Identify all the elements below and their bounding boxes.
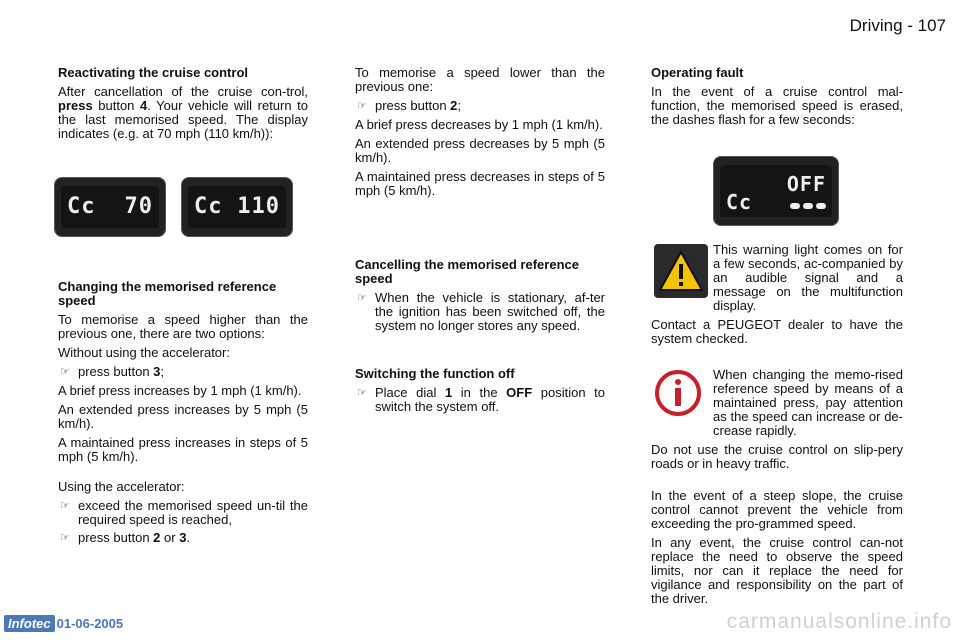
text-bold: 1 xyxy=(444,385,453,400)
display-images xyxy=(54,177,308,240)
list-item xyxy=(58,531,308,545)
paragraph: A brief press increases by 1 mph (1 km/h). xyxy=(58,383,302,398)
text-bold: 2 xyxy=(450,98,458,113)
paragraph: In any event, the cruise control can-not replace the need to observe the speed limits, nor can it replace the need for vigilance and responsibility on the part of the driver. xyxy=(651,535,903,606)
column-2 xyxy=(355,66,605,419)
display-text: Cc xyxy=(194,194,223,219)
paragraph: To memorise a speed lower than the previous one: xyxy=(355,65,605,94)
text-fragment: Place dial xyxy=(375,385,445,400)
pointing-hand-icon: ☞ xyxy=(357,292,367,304)
text-fragment: When the vehicle is stationary, af-ter the ignition has been switched off, the system no longer stores any speed. xyxy=(375,290,605,333)
display-cc-70 xyxy=(54,177,166,237)
heading-reactivating: Reactivating the cruise control xyxy=(58,65,248,80)
text-fragment: button xyxy=(92,98,140,113)
display-speed: 110 xyxy=(237,194,280,219)
text-fragment: When changing the memo-rised reference speed by means of a maintained press, pay attention as the speed can increase or de-crease rapidly. xyxy=(713,367,903,438)
warning-triangle-icon xyxy=(654,244,708,298)
heading-switching-off: Switching the function off xyxy=(355,366,515,381)
text-fragment: ; xyxy=(457,98,462,113)
list-item xyxy=(355,291,605,333)
display-off-text: OFF xyxy=(786,172,826,196)
bullet-list xyxy=(355,291,605,333)
text-bold: press xyxy=(58,98,93,113)
text-bold: 3 xyxy=(179,530,187,545)
display-text: Cc xyxy=(726,190,753,214)
paragraph: A brief press decreases by 1 mph (1 km/h). xyxy=(355,117,603,132)
paragraph: Do not use the cruise control on slip-pery roads or in heavy traffic. xyxy=(651,442,903,471)
info-icon xyxy=(654,369,702,417)
text-fragment: position to switch the system off. xyxy=(375,385,606,414)
text-fragment: ; xyxy=(160,364,165,379)
bullet-list xyxy=(355,386,605,414)
text-fragment: exceed the memorised speed un-til the required speed is reached, xyxy=(78,498,308,527)
text-fragment: . Your vehicle will return to the last memorised speed. The display indicates (e.g. at 70 mph (110 km/h)): xyxy=(58,98,308,141)
heading-operating-fault: Operating fault xyxy=(651,65,744,80)
pointing-hand-icon: ☞ xyxy=(60,532,70,544)
list-item xyxy=(58,365,308,379)
text-fragment: in the xyxy=(452,385,507,400)
paragraph: A maintained press increases in steps of 5 mph (5 km/h). xyxy=(58,435,308,464)
paragraph: A maintained press decreases in steps of 5 mph (5 km/h). xyxy=(355,169,605,198)
pointing-hand-icon: ☞ xyxy=(357,100,367,112)
text-bold: OFF xyxy=(506,385,533,400)
paragraph: An extended press increases by 5 mph (5 km/h). xyxy=(58,402,308,431)
footer xyxy=(4,615,123,632)
text-fragment: After cancellation of the cruise con-trol, xyxy=(58,84,308,99)
column-1 xyxy=(58,66,308,550)
list-item xyxy=(355,386,605,414)
page-title: Driving - 107 xyxy=(849,16,946,35)
text-fragment: . xyxy=(186,530,191,545)
bullet-list xyxy=(58,365,308,379)
text-bold: 3 xyxy=(153,364,161,379)
paragraph: Without using the accelerator: xyxy=(58,345,230,360)
pointing-hand-icon: ☞ xyxy=(60,500,70,512)
bullet-list xyxy=(355,99,605,113)
text-bold: 2 xyxy=(153,530,161,545)
heading-changing: Changing the memorised reference speed xyxy=(58,279,277,308)
paragraph: In the event of a cruise control mal-function, the memorised speed is erased, the dashes flash for a few seconds: xyxy=(651,84,903,127)
display-text: Cc xyxy=(67,194,96,219)
paragraph: Using the accelerator: xyxy=(58,479,185,494)
paragraph-reactivating xyxy=(58,85,308,141)
text-bold: 4 xyxy=(139,98,148,113)
watermark: carmanualsonline.info xyxy=(726,610,952,633)
paragraph: In the event of a steep slope, the cruise control cannot prevent the vehicle from exceeding the pro-grammed speed. xyxy=(651,488,903,531)
paragraph: To memorise a speed higher than the previous one, there are two options: xyxy=(58,312,308,341)
footer-date: 01-06-2005 xyxy=(56,616,124,631)
display-speed: 70 xyxy=(124,194,153,219)
heading-cancelling: Cancelling the memorised reference speed xyxy=(355,257,579,286)
paragraph-warning-light: This warning light comes on for a few seconds, ac-companied by an audible signal and a message on the multifunction display. xyxy=(713,242,903,313)
text-fragment: press button xyxy=(78,530,154,545)
column-3 xyxy=(651,66,903,611)
list-item xyxy=(58,499,308,527)
display-cc-110 xyxy=(181,177,293,237)
paragraph: Contact a PEUGEOT dealer to have the system checked. xyxy=(651,317,903,346)
pointing-hand-icon: ☞ xyxy=(357,387,367,399)
text-fragment: or xyxy=(160,530,180,545)
paragraph: An extended press decreases by 5 mph (5 km/h). xyxy=(355,136,605,165)
pointing-hand-icon: ☞ xyxy=(60,366,70,378)
display-off-dashes xyxy=(713,156,839,226)
text-fragment: press button xyxy=(375,98,451,113)
display-dashes xyxy=(787,195,826,209)
list-item xyxy=(355,99,605,113)
infotec-logo: Infotec xyxy=(4,615,55,632)
text-fragment: press button xyxy=(78,364,154,379)
bullet-list xyxy=(58,499,308,545)
